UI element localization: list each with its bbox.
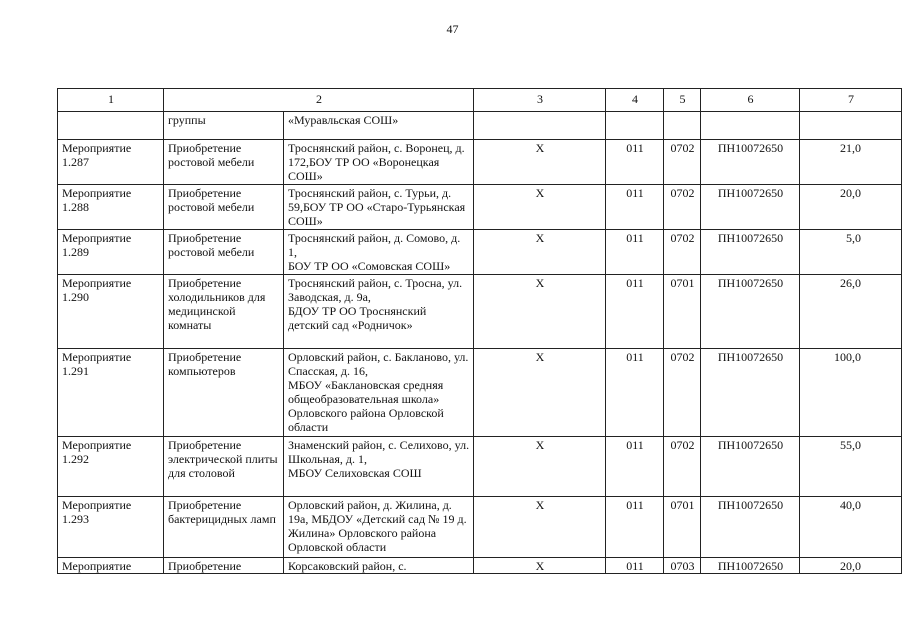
cell-col6: ПН10072650 — [701, 185, 800, 230]
cell-col5: 0702 — [664, 437, 701, 497]
cell-name: Приобретение холодильников для медицинской комнаты — [164, 275, 284, 349]
cell-event: Мероприятие 1.290 — [58, 275, 164, 349]
cell-col6: ПН10072650 — [701, 349, 800, 437]
header-cell-3: 3 — [474, 89, 606, 112]
table-row — [58, 437, 902, 497]
cell-col6: ПН10072650 — [701, 497, 800, 558]
cell-col3: X — [474, 497, 606, 558]
cell-name: Приобретение компьютеров — [164, 349, 284, 437]
cell-col4: 011 — [606, 558, 664, 574]
table-header-row — [58, 89, 902, 112]
cell-col6: ПН10072650 — [701, 230, 800, 275]
table-continuation-row — [58, 112, 902, 140]
cell-event: Мероприятие 1.288 — [58, 185, 164, 230]
cell-address: Корсаковский район, с. — [284, 558, 474, 574]
cell-name: Приобретение электрической плиты для столовой — [164, 437, 284, 497]
cell-address: Орловский район, с. Бакланово, ул. Спасская, д. 16, МБОУ «Баклановская средняя общеобразовательная школа» Орловского района Орловской области — [284, 349, 474, 437]
cell-col7: 55,0 — [800, 437, 902, 497]
table-row — [58, 230, 902, 275]
cell-col4: 011 — [606, 275, 664, 349]
cell-col4: 011 — [606, 497, 664, 558]
cell-col5: 0702 — [664, 140, 701, 185]
cell-col7: 21,0 — [800, 140, 902, 185]
cell-address: Троснянский район, с. Турьи, д. 59,БОУ ТР ОО «Старо-Турьянская СОШ» — [284, 185, 474, 230]
cell-col7: 26,0 — [800, 275, 902, 349]
cell-col5: 0701 — [664, 497, 701, 558]
cell-name: группы — [164, 112, 284, 140]
cell-col3: X — [474, 558, 606, 574]
header-cell-6: 6 — [701, 89, 800, 112]
table-row — [58, 140, 902, 185]
table-row — [58, 185, 902, 230]
cell-name: Приобретение ростовой мебели — [164, 185, 284, 230]
cell-address: «Муравльская СОШ» — [284, 112, 474, 140]
cell-col4: 011 — [606, 185, 664, 230]
cell-col4: 011 — [606, 230, 664, 275]
cell-address: Троснянский район, с. Воронец, д. 172,БОУ ТР ОО «Воронецкая СОШ» — [284, 140, 474, 185]
cell-col3: X — [474, 230, 606, 275]
cell-col7: 20,0 — [800, 558, 902, 574]
cell-col6: ПН10072650 — [701, 437, 800, 497]
cell-name: Приобретение — [164, 558, 284, 574]
cell-event: Мероприятие 1.289 — [58, 230, 164, 275]
header-cell-1: 1 — [58, 89, 164, 112]
cell-event: Мероприятие — [58, 558, 164, 574]
table-row — [58, 497, 902, 558]
cell-name: Приобретение бактерицидных ламп — [164, 497, 284, 558]
cell-col7: 40,0 — [800, 497, 902, 558]
cell-col3 — [474, 112, 606, 140]
cell-col5: 0702 — [664, 230, 701, 275]
cell-event: Мероприятие 1.291 — [58, 349, 164, 437]
header-cell-2: 2 — [164, 89, 474, 112]
cell-col3: X — [474, 437, 606, 497]
cell-col3: X — [474, 140, 606, 185]
cell-address: Троснянский район, д. Сомово, д. 1, БОУ ТР ОО «Сомовская СОШ» — [284, 230, 474, 275]
cell-col7 — [800, 112, 902, 140]
header-cell-4: 4 — [606, 89, 664, 112]
cell-col5: 0702 — [664, 349, 701, 437]
header-cell-7: 7 — [800, 89, 902, 112]
cell-col6: ПН10072650 — [701, 275, 800, 349]
cell-col7: 100,0 — [800, 349, 902, 437]
cell-col7: 20,0 — [800, 185, 902, 230]
cell-address: Знаменский район, с. Селихово, ул. Школьная, д. 1, МБОУ Селиховская СОШ — [284, 437, 474, 497]
table-row — [58, 349, 902, 437]
budget-table — [57, 88, 902, 574]
cell-col6 — [701, 112, 800, 140]
header-cell-5: 5 — [664, 89, 701, 112]
cell-col4: 011 — [606, 140, 664, 185]
table-row — [58, 275, 902, 349]
cell-col4 — [606, 112, 664, 140]
cell-col5: 0702 — [664, 185, 701, 230]
cell-event — [58, 112, 164, 140]
cell-col3: X — [474, 349, 606, 437]
cell-col7: 5,0 — [800, 230, 902, 275]
cell-address: Троснянский район, с. Тросна, ул. Заводская, д. 9а, БДОУ ТР ОО Троснянский детский сад «Родничок» — [284, 275, 474, 349]
cell-col4: 011 — [606, 349, 664, 437]
cell-event: Мероприятие 1.292 — [58, 437, 164, 497]
page-number: 47 — [446, 22, 459, 36]
cell-name: Приобретение ростовой мебели — [164, 140, 284, 185]
cell-col5 — [664, 112, 701, 140]
cell-col3: X — [474, 275, 606, 349]
cell-address: Орловский район, д. Жилина, д. 19а, МБДОУ «Детский сад № 19 д. Жилина» Орловского района Орловской области — [284, 497, 474, 558]
cell-col6: ПН10072650 — [701, 140, 800, 185]
cell-name: Приобретение ростовой мебели — [164, 230, 284, 275]
table-row — [58, 558, 902, 574]
cell-col5: 0703 — [664, 558, 701, 574]
cell-col6: ПН10072650 — [701, 558, 800, 574]
cell-col3: X — [474, 185, 606, 230]
cell-col5: 0701 — [664, 275, 701, 349]
cell-event: Мероприятие 1.287 — [58, 140, 164, 185]
cell-col4: 011 — [606, 437, 664, 497]
cell-event: Мероприятие 1.293 — [58, 497, 164, 558]
